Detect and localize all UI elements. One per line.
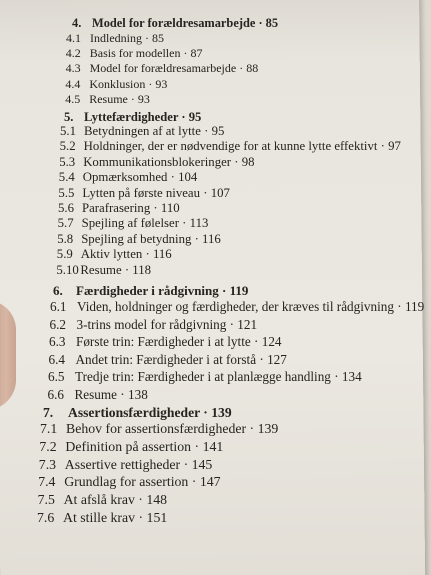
entry-page: 104 [178, 170, 198, 185]
toc-entry [66, 46, 203, 61]
entry-title: Spejling af følelser [81, 216, 179, 231]
entry-title: Konklusion [89, 76, 146, 91]
entry-title: Tredje trin: Færdigheder i at planlægge handling [75, 369, 331, 385]
entry-number: 6.2 [49, 316, 66, 332]
entry-number: 4.2 [65, 46, 81, 61]
entry-number: 7.2 [39, 438, 57, 454]
section-heading [43, 405, 232, 421]
entry-title: At stille krav [63, 510, 136, 525]
entry-title: Aktiv lytten [80, 247, 143, 262]
entry-title: Model for forældresamarbejde [89, 61, 237, 76]
separator-dot: · [142, 31, 152, 45]
entry-page: 85 [265, 16, 279, 30]
entry-page: 151 [146, 510, 168, 525]
entry-number: 6.4 [48, 351, 65, 367]
entry-page: 107 [210, 185, 230, 200]
separator-dot: · [178, 216, 190, 231]
entry-page: 95 [188, 110, 202, 124]
entry-page: 138 [128, 387, 148, 402]
entry-page: 116 [152, 247, 172, 262]
entry-number: 5.10 [56, 262, 79, 277]
entry-title: Resume [89, 91, 128, 106]
entry-title: Betydningen af at lytte [84, 124, 201, 138]
entry-number: 7. [43, 405, 54, 420]
entry-number: 5.9 [56, 247, 73, 262]
entry-page: 88 [246, 61, 259, 76]
entry-title: Viden, holdninger og færdigheder, der kræves til rådgivning [77, 299, 394, 314]
entry-number: 4.1 [66, 31, 81, 45]
entry-page: 113 [189, 216, 209, 231]
entry-page: 141 [202, 438, 224, 454]
section-heading [72, 16, 278, 31]
toc-entry [49, 352, 287, 368]
entry-title: Assertive rettigheder [64, 456, 181, 472]
separator-dot: · [199, 405, 212, 420]
separator-dot: · [236, 61, 247, 76]
entry-number: 5.3 [59, 154, 76, 169]
separator-dot: · [142, 247, 153, 262]
toc-entry [37, 510, 167, 526]
entry-page: 85 [152, 31, 164, 45]
entry-title: Andet trin: Færdigheder i at forstå [75, 351, 257, 367]
toc-entry [58, 186, 230, 201]
entry-page: 139 [211, 405, 232, 420]
separator-dot: · [200, 185, 211, 200]
section-heading [53, 283, 248, 299]
entry-number: 4.5 [65, 91, 81, 106]
toc-entry [57, 247, 172, 262]
separator-dot: · [246, 421, 258, 436]
entry-title: Lyttefærdigheder [84, 110, 179, 124]
toc-entry [39, 457, 213, 473]
entry-number: 6. [53, 283, 63, 298]
toc-entry [48, 387, 148, 403]
entry-title: Lytten på første niveau [82, 185, 201, 200]
separator-dot: · [180, 456, 192, 472]
entry-page: 116 [202, 231, 221, 246]
entry-title: Opmærksomhed [82, 170, 168, 185]
entry-page: 93 [137, 91, 150, 106]
entry-title: Holdninger, der er nødvendige for at kunne lytte effektivt [83, 139, 378, 154]
entry-page: 121 [237, 316, 258, 332]
separator-dot: · [178, 110, 189, 124]
entry-title: Første trin: Færdigheder i at lytte [76, 334, 251, 350]
separator-dot: · [121, 262, 133, 277]
separator-dot: · [250, 334, 262, 350]
entry-number: 5.4 [58, 170, 75, 185]
entry-title: 3-trins model for rådgivning [76, 316, 227, 332]
entry-title: Basis for modellen [89, 46, 181, 61]
toc-entry [58, 201, 180, 216]
separator-dot: · [256, 351, 268, 367]
entry-page: 139 [257, 421, 279, 436]
toc-entry [39, 439, 223, 455]
entry-number: 7.1 [40, 421, 58, 436]
separator-dot: · [191, 231, 203, 246]
entry-title: Indledning [90, 31, 142, 45]
entry-title: At afslå krav [63, 492, 135, 508]
separator-dot: · [145, 76, 156, 91]
entry-page: 95 [211, 124, 225, 138]
entry-number: 5.8 [57, 231, 74, 246]
entry-number: 5.6 [58, 201, 74, 215]
entry-number: 5.1 [60, 124, 76, 138]
entry-number: 7.6 [37, 510, 55, 525]
entry-page: 98 [241, 154, 255, 169]
separator-dot: · [226, 316, 238, 332]
toc-entry [49, 334, 282, 350]
entry-number: 4. [72, 16, 82, 30]
separator-dot: · [135, 510, 147, 525]
separator-dot: · [218, 283, 230, 298]
toc-entry [66, 31, 164, 46]
entry-number: 6.6 [47, 387, 64, 402]
separator-dot: · [134, 492, 147, 508]
separator-dot: · [127, 91, 138, 106]
entry-page: 93 [155, 76, 168, 91]
separator-dot: · [188, 474, 200, 490]
entry-page: 124 [261, 334, 282, 350]
separator-dot: · [231, 154, 242, 169]
separator-dot: · [117, 387, 128, 402]
toc-entry [56, 263, 151, 278]
entry-number: 4.3 [65, 61, 81, 76]
entry-number: 7.4 [38, 474, 56, 490]
toc-entry [66, 61, 259, 76]
entry-number: 5.5 [58, 185, 75, 200]
toc-entry [58, 216, 209, 231]
toc-entry [50, 299, 424, 315]
entry-page: 148 [146, 492, 168, 508]
entry-title: Grundlag for assertion [64, 474, 189, 490]
entry-page: 134 [341, 369, 362, 385]
entry-page: 87 [190, 46, 203, 61]
entry-title: Model for forældresamarbejde [92, 16, 256, 30]
entry-page: 147 [199, 474, 221, 490]
entry-number: 5.2 [59, 139, 76, 154]
entry-title: Parafrasering [82, 201, 151, 215]
toc-entry [38, 474, 220, 490]
section-heading [64, 110, 201, 125]
separator-dot: · [191, 438, 203, 454]
entry-number: 5. [64, 110, 74, 124]
entry-title: Assertionsfærdigheder [68, 405, 200, 420]
separator-dot: · [377, 139, 389, 154]
entry-number: 4.4 [65, 76, 81, 91]
separator-dot: · [200, 124, 212, 138]
separator-dot: · [150, 201, 161, 215]
separator-dot: · [255, 16, 266, 30]
entry-number: 6.3 [49, 334, 66, 350]
entry-page: 127 [267, 351, 287, 367]
entry-number: 5.7 [57, 216, 74, 231]
entry-title: Spejling af betydning [81, 231, 192, 246]
entry-page: 110 [160, 201, 180, 215]
entry-page: 119 [404, 299, 425, 314]
entry-number: 6.5 [48, 369, 65, 385]
entry-title: Kommunikationsblokeringer [83, 154, 232, 169]
toc-entry [59, 155, 254, 170]
toc-entry [40, 421, 278, 437]
entry-title: Definition på assertion [65, 438, 192, 454]
entry-page: 145 [191, 456, 213, 472]
entry-page: 118 [132, 262, 152, 277]
entry-number: 6.1 [50, 299, 67, 314]
toc-entry [60, 124, 224, 139]
entry-title: Færdigheder i rådgivning [76, 283, 219, 298]
toc-entry [60, 139, 401, 154]
toc-entry [50, 317, 258, 333]
entry-title: Resume [80, 262, 122, 277]
separator-dot: · [393, 299, 405, 314]
separator-dot: · [167, 170, 179, 185]
entry-page: 119 [229, 283, 249, 298]
entry-title: Resume [74, 387, 117, 402]
toc-entry [38, 492, 167, 508]
entry-title: Behov for assertionsfærdigheder [66, 421, 247, 436]
entry-number: 7.5 [37, 492, 55, 508]
separator-dot: · [180, 46, 191, 61]
toc-entry [59, 170, 197, 185]
toc-entry [48, 369, 362, 385]
toc-entry [65, 77, 167, 92]
entry-number: 7.3 [38, 456, 57, 472]
separator-dot: · [330, 369, 342, 385]
entry-page: 97 [388, 139, 401, 154]
toc-entry [65, 92, 150, 107]
toc-entry [57, 232, 221, 247]
